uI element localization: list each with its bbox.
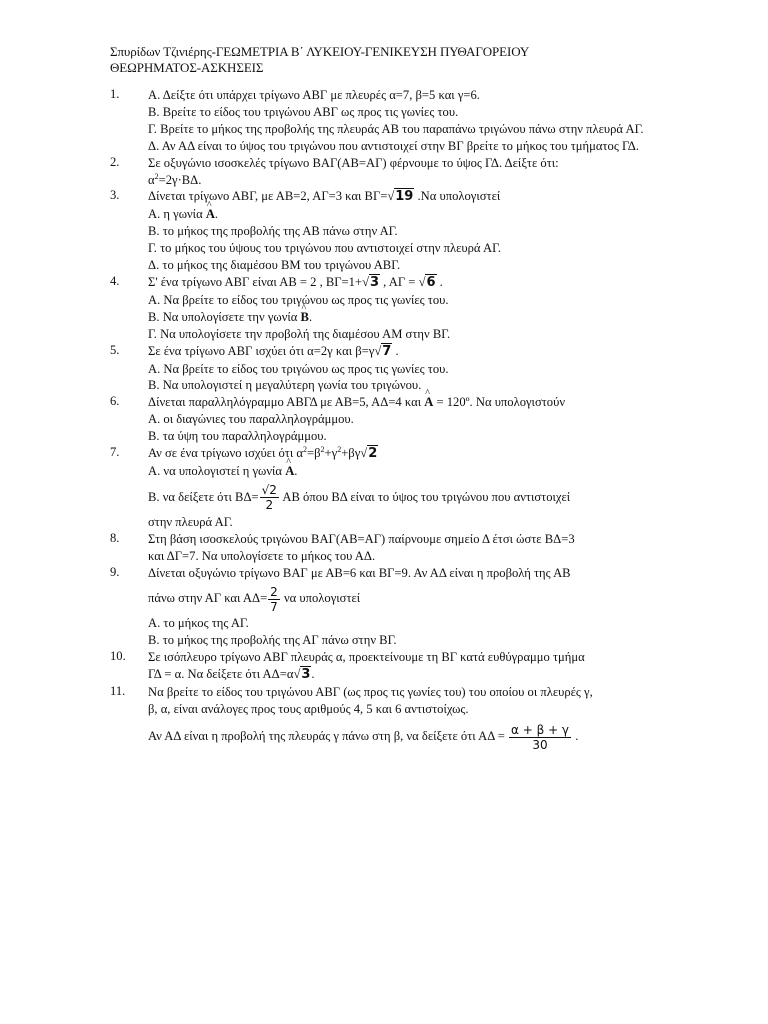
exercise-line: και ΔΓ=7. Να υπολογίσετε το μήκος του ΑΔ. [148, 548, 376, 563]
exercise-number: 8. [110, 530, 120, 545]
statement-text: Σ' ένα τρίγωνο ΑΒΓ είναι ΑΒ = 2 , ΒΓ=1+ [148, 274, 363, 289]
exponent: 2 [303, 444, 308, 454]
exercise-line [148, 581, 670, 615]
radicand: 19 [395, 189, 414, 205]
exercise-number: 6. [110, 394, 120, 409]
exercise-line: Δ. το μήκος της διαμέσου ΒΜ του τριγώνου ΑΒΓ. [148, 258, 401, 273]
statement-text: Αν ΑΔ είναι η προβολή της πλευράς γ πάνω στη β, να δείξετε ότι ΑΔ = [148, 728, 508, 743]
exercise-11 [110, 684, 670, 754]
sqrt-sign: √ [387, 189, 395, 204]
radicand: 2 [368, 446, 378, 462]
statement-text: Δίνεται τρίγωνο ΑΒΓ, με ΑΒ=2, ΑΓ=3 και ΒΓ= [148, 189, 388, 204]
numerator: α + β + γ [511, 722, 570, 737]
statement-text: . [294, 463, 298, 478]
exercise-line [148, 480, 670, 514]
exercise-line: Α. οι διαγώνιες του παραλληλογράμμου. [148, 412, 354, 427]
statement-text: = 120º. Να υπολογιστούν [433, 395, 566, 410]
exercise-6 [110, 394, 670, 445]
exercise-number: 11. [110, 684, 126, 699]
numerator: √2 [261, 483, 277, 498]
exercise-9 [110, 565, 670, 650]
sqrt-sign: √ [362, 274, 369, 289]
exercise-line: β, α, είναι ανάλογες προς τους αριθμούς 4, 5 και 6 αντιστοίχως. [148, 702, 469, 716]
sqrt-sign: √ [360, 446, 368, 461]
statement-text: .Να υπολογιστεί [414, 189, 501, 204]
angle-symbol: ^ Α [285, 463, 294, 480]
statement-text: πάνω στην ΑΓ και ΑΔ= [148, 591, 268, 606]
exercise-line [148, 206, 670, 223]
exercise-number: 2. [110, 154, 120, 169]
statement-text: =β [307, 446, 321, 461]
statement-text: ΓΔ = α. Να δείξετε ότι ΑΔ=α [148, 667, 294, 682]
exercise-line [148, 309, 670, 326]
exercise-3 [110, 188, 670, 274]
exercise-line: Α. το μήκος της ΑΓ. [148, 616, 249, 631]
angle-symbol: ^ Α [206, 206, 215, 223]
exercise-7 [110, 445, 670, 531]
formula-part: α [148, 172, 155, 187]
radicand: 3 [301, 667, 311, 683]
exercise-line: στην πλευρά ΑΓ. [148, 514, 233, 529]
exercise-8 [110, 531, 670, 565]
statement-text: . [311, 667, 315, 682]
exercise-number: 9. [110, 564, 120, 579]
statement-text: Α. να υπολογιστεί η γωνία [148, 463, 286, 478]
exercise-number: 3. [110, 188, 120, 203]
exercise-statement [148, 274, 670, 292]
statement-text: ΑΒ όπου ΒΔ είναι το ύψος του τριγώνου που αντιστοιχεί [279, 489, 571, 504]
exercise-line: Β. τα ύψη του παραλληλογράμμου. [148, 429, 327, 444]
exercise-line: Β. Να υπολογιστεί η μεγαλύτερη γωνία του τριγώνου. [148, 378, 422, 393]
statement-text: . [392, 343, 399, 358]
exercise-line: Β. Βρείτε το είδος του τριγώνου ΑΒΓ ως προς τις γωνίες του. [148, 104, 459, 119]
header-line-2: ΘΕΩΡΗΜΑΤΟΣ-ΑΣΚΗΣΕΙΣ [110, 60, 264, 75]
exponent: 2 [154, 171, 159, 181]
sqrt-sign: √ [418, 274, 426, 289]
statement-text: . [572, 728, 579, 743]
statement-text: +βγ [341, 446, 361, 461]
statement-text: να υπολογιστεί [280, 591, 361, 606]
exercise-1 [110, 87, 670, 155]
statement-text: Α. η γωνία [148, 207, 206, 222]
statement-text: . [214, 207, 219, 222]
exercise-line: Δίνεται οξυγώνιο τρίγωνο ΒΑΓ με ΑΒ=6 και ΒΓ=9. Αν ΑΔ είναι η προβολή της ΑΒ [148, 565, 571, 580]
exercise-2 [110, 155, 670, 189]
statement-text: , ΑΓ = [380, 274, 419, 289]
exercise-line: Γ. το μήκος του ύψους του τριγώνου που αντιστοιχεί στην πλευρά ΑΓ. [148, 241, 501, 256]
denominator: 2 [265, 498, 274, 513]
statement-text: . [308, 309, 313, 324]
radicand: 7 [382, 343, 392, 359]
exercise-10 [110, 649, 670, 684]
statement-text: . [436, 274, 443, 289]
denominator: 30 [532, 737, 548, 752]
exercise-line: Γ. Βρείτε το μήκος της προβολής της πλευράς ΑΒ του παραπάνω τριγώνου πάνω στην πλευρά ΑΓ. [148, 121, 644, 136]
exercise-line: Β. το μήκος της προβολής της ΑΒ πάνω στην ΑΓ. [148, 224, 398, 239]
sqrt-sign: √ [374, 343, 382, 358]
exercise-number: 5. [110, 342, 120, 357]
exercise-line: Α. Δείξτε ότι υπάρχει τρίγωνο ΑΒΓ με πλευρές α=7, β=5 και γ=6. [148, 88, 480, 102]
exercise-statement [148, 445, 670, 463]
exercise-line: Γ. Να υπολογίσετε την προβολή της διαμέσου ΑΜ στην ΒΓ. [148, 326, 451, 341]
exercise-4 [110, 274, 670, 343]
angle-symbol: ^ Β [301, 309, 309, 326]
denominator: 7 [270, 600, 278, 615]
sqrt-sign: √ [293, 667, 301, 682]
numerator: 2 [270, 585, 278, 600]
exponent: 2 [320, 444, 325, 454]
fraction [268, 585, 280, 614]
statement-text: Β. Να υπολογίσετε την γωνία [148, 309, 301, 324]
exercise-number: 4. [110, 273, 120, 288]
exercise-line: Β. το μήκος της προβολής της ΑΓ πάνω στην ΒΓ. [148, 633, 397, 648]
exercise-line: Δ. Αν ΑΔ είναι το ύψος του τριγώνου που αντιστοιχεί στην ΒΓ βρείτε το μήκος του τμήματος ΓΔ. [148, 138, 639, 153]
exercise-list [110, 87, 670, 754]
exercise-number: 7. [110, 445, 120, 460]
exercise-line [148, 666, 670, 684]
exercise-line: Στη βάση ισοσκελούς τριγώνου ΒΑΓ(ΑΒ=ΑΓ) παίρνουμε σημείο Δ έτσι ώστε ΒΔ=3 [148, 531, 575, 546]
statement-text: Β. να δείξετε ότι ΒΔ= [148, 489, 259, 504]
exercise-number: 10. [110, 649, 126, 664]
statement-text: +γ [324, 446, 338, 461]
exercise-statement [148, 343, 670, 361]
exercise-statement [148, 394, 670, 411]
exercise-statement [148, 188, 670, 206]
fraction [509, 723, 571, 752]
exercise-line [148, 463, 670, 480]
exercise-line [148, 718, 670, 754]
exercise-line: Σε ισόπλευρο τρίγωνο ΑΒΓ πλευράς α, προεκτείνουμε τη ΒΓ κατά ευθύγραμμο τμήμα [148, 650, 585, 665]
statement-text: Σε ένα τρίγωνο ΑΒΓ ισχύει ότι α=2γ και β=γ [148, 343, 375, 358]
radicand: 3 [369, 274, 380, 290]
formula-line [148, 172, 670, 189]
exercise-line: Α. Να βρείτε το είδος του τριγώνου ως προς τις γωνίες του. [148, 361, 449, 376]
document-header [110, 44, 529, 76]
exercise-line: Σε οξυγώνιο ισοσκελές τρίγωνο ΒΑΓ(ΑΒ=ΑΓ) φέρνουμε το ύψος ΓΔ. Δείξτε ότι: [148, 155, 559, 170]
exercise-number: 1. [110, 87, 120, 101]
fraction [260, 483, 279, 512]
statement-text: Δίνεται παραλληλόγραμμο ΑΒΓΔ με ΑΒ=5, ΑΔ=4 και [148, 395, 425, 410]
statement-text: Αν σε ένα τρίγωνο ισχύει ότι α [148, 446, 304, 461]
formula-part: =2γ·ΒΔ. [158, 172, 202, 187]
exercise-line: Να βρείτε το είδος του τριγώνου ΑΒΓ (ως προς τις γωνίες του) του οποίου οι πλευρές γ, [148, 685, 593, 700]
exponent: 2 [337, 444, 342, 454]
angle-symbol: ^ Α [424, 394, 433, 411]
exercise-5 [110, 343, 670, 395]
header-line-1: Σπυρίδων Τζινιέρης-ΓΕΩΜΕΤΡΙΑ Β΄ ΛΥΚΕΙΟΥ-ΓΕΝΙΚΕΥΣΗ ΠΥΘΑΓΟΡΕΙΟΥ [110, 44, 530, 59]
exercise-line: Α. Να βρείτε το είδος του τριγώνου ως προς τις γωνίες του. [148, 292, 449, 307]
radicand: 6 [426, 274, 436, 290]
